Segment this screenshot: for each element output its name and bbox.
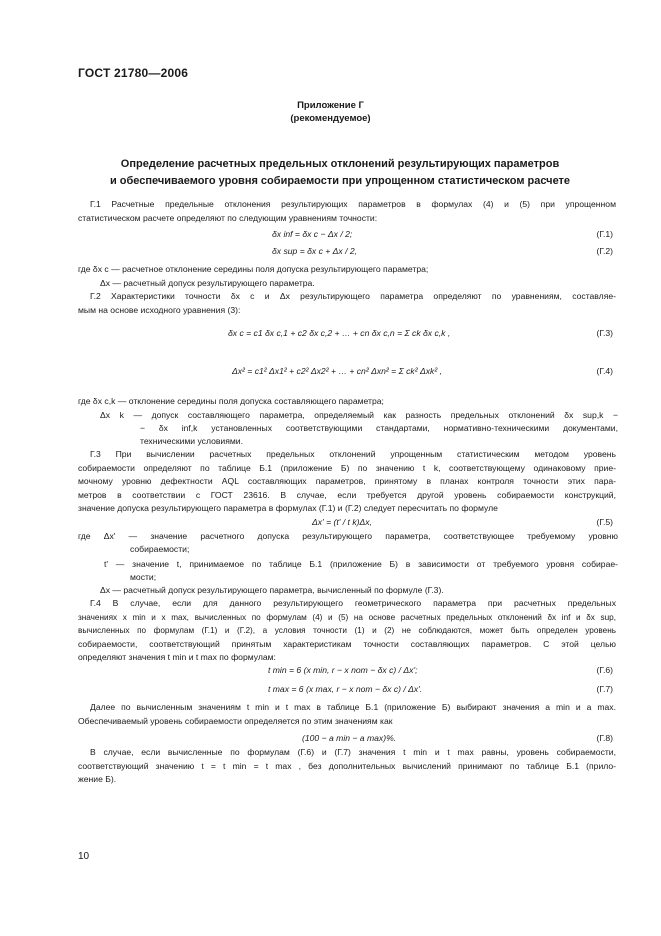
equation-g1: δx inf = δx c − Δx / 2; [272, 229, 353, 239]
paragraph-line: Г.2 Характеристики точности δx c и Δx результирующего параметра определяют по уравнениям, составляе- [90, 291, 616, 301]
paragraph-line: Г.3 При вычислении расчетных предельных отклонений упрощенным статистическим методом уровень [90, 449, 616, 459]
paragraph-line: мочному уровню дефектности AQL составляющих параметров, принятому в планах контроля точности этих пара- [78, 476, 616, 487]
definition-dx-prime: где Δx' — значение расчетного допуска результирующего параметра, соответствующее требуемому уровню [78, 531, 618, 541]
equation-g6: t min = 6 (x min, r − x nom − δx c) / Δx'; [268, 665, 418, 675]
paragraph-line: соответствующий значению t = t min = t max , без дополнительных вычислений принимают по таблице Б.1 (прило- [78, 760, 616, 771]
equation-number-g8: (Г.8) [596, 733, 613, 743]
appendix-status: (рекомендуемое) [290, 113, 371, 124]
appendix-title: Приложение Г [297, 100, 364, 111]
equation-g7: t max = 6 (x max, r − x nom − δx c) / Δx'. [268, 684, 423, 694]
equation-number-g7: (Г.7) [596, 684, 613, 694]
paragraph-g4-cont [78, 701, 616, 728]
paragraph-line: Г.4 В случае, если для данного результирующего геометрического параметра при расчетных предельных [90, 598, 616, 608]
equation-number-g1: (Г.1) [596, 229, 613, 239]
paragraph-line: Г.1 Расчетные предельные отклонения результирующих параметров в формулах (4) и (5) при упрощенном [90, 199, 616, 209]
paragraph-line: собираемости, соответствующий принятым характеристикам точности составляющих параметров. С этой целью [78, 638, 616, 649]
paragraph-line: жение Б). [78, 774, 117, 785]
section-title [60, 156, 620, 190]
paragraph-g3 [78, 448, 616, 516]
equation-g4: Δx² = c1² Δx1² + c2² Δx2² + … + cn² Δxn² = Σ ck² Δxk² , [232, 366, 442, 376]
section-title-line-1: Определение расчетных предельных отклонений результирующих параметров [120, 158, 560, 170]
paragraph-line: Далее по вычисленным значениям t min и t max в таблице Б.1 (приложение Б) выбирают значения a min и a max. [90, 702, 616, 712]
paragraph-g4-final [78, 746, 616, 787]
page-number: 10 [78, 851, 90, 862]
definition-dx-calc: Δx — расчетный допуск результирующего параметра, вычисленный по формуле (Г.3). [100, 585, 444, 595]
definition-t-prime-end: мости; [130, 572, 157, 582]
paragraph-line: мым на основе исходного уравнения (3): [78, 304, 241, 315]
definition-dx: Δx — расчетный допуск результирующего параметра. [100, 278, 315, 288]
equation-g2: δx sup = δx c + Δx / 2, [272, 246, 358, 256]
equation-g3: δx c = c1 δx c,1 + c2 δx c,2 + … + cn δx c,n = Σ ck δx c,k , [228, 328, 451, 338]
paragraph-line: метров в соответствии с ГОСТ 23616. В случае, если требуется другой уровень собираемости конструкций, [78, 489, 616, 500]
paragraph-line: собираемости определяют по таблице Б.1 (приложение Б) по значению t k, соответствующему одинаковому прие- [78, 462, 616, 473]
paragraph-line: Обеспечиваемый уровень собираемости определяется по этим значениям как [78, 715, 393, 726]
equation-number-g6: (Г.6) [596, 665, 613, 675]
paragraph-g2 [78, 290, 616, 317]
definition-dxk: Δx k — допуск составляющего параметра, определяемый как разность предельных отклонений δx sup,k − [100, 410, 618, 420]
paragraph-line: В случае, если вычисленные по формулам (Г.6) и (Г.7) значения t min и t max равны, уровень собираемости, [90, 747, 616, 757]
equation-number-g3: (Г.3) [596, 328, 613, 338]
paragraph-g1 [78, 198, 616, 225]
paragraph-line: определяют значения t min и t max по формулам: [78, 652, 276, 663]
paragraph-line: вычисленных по формулам (Г.1) и (Г.2), а условия точности (1) и (2) не соблюдаются, может быть определен уровень [78, 626, 616, 636]
paragraph-g4 [78, 597, 616, 665]
paragraph-line: значение допуска результирующего параметра в формулах (Г.1) и (Г.2) следует пересчитать по формуле [78, 503, 498, 514]
equation-number-g2: (Г.2) [596, 246, 613, 256]
equation-g5: Δx' = (t' / t k)Δx, [312, 517, 372, 527]
equation-g8: (100 − a min − a max)%. [302, 733, 397, 743]
standard-designation: ГОСТ 21780—2006 [78, 66, 189, 80]
paragraph-line: значениях x min и x max, вычисленных по формулам (4) и (5) на основе расчетных предельных отклонений δx inf и δx sup, [78, 612, 616, 622]
section-title-line-2: и обеспечиваемого уровня собираемости при упрощенном статистическом расчете [109, 175, 571, 187]
definition-dxk-end: техническими условиями. [140, 436, 243, 446]
equation-number-g4: (Г.4) [596, 366, 613, 376]
definition-t-prime: t' — значение t, принимаемое по таблице Б.1 (приложение Б) в зависимости от требуемого уровня собирае- [104, 559, 618, 569]
equation-number-g5: (Г.5) [596, 517, 613, 527]
definition-dxc: где δx c — расчетное отклонение середины поля допуска результирующего параметра; [78, 264, 429, 274]
definition-dxck: где δx c,k — отклонение середины поля допуска составляющего параметра; [78, 396, 384, 406]
paragraph-line: статистическом расчете определяют по следующим уравнениям точности: [78, 212, 378, 223]
definition-dx-prime-end: собираемости; [130, 544, 190, 554]
definition-dxk-cont: − δx inf,k установленных соответствующими стандартами, нормативно-техническими документами, [140, 423, 618, 433]
